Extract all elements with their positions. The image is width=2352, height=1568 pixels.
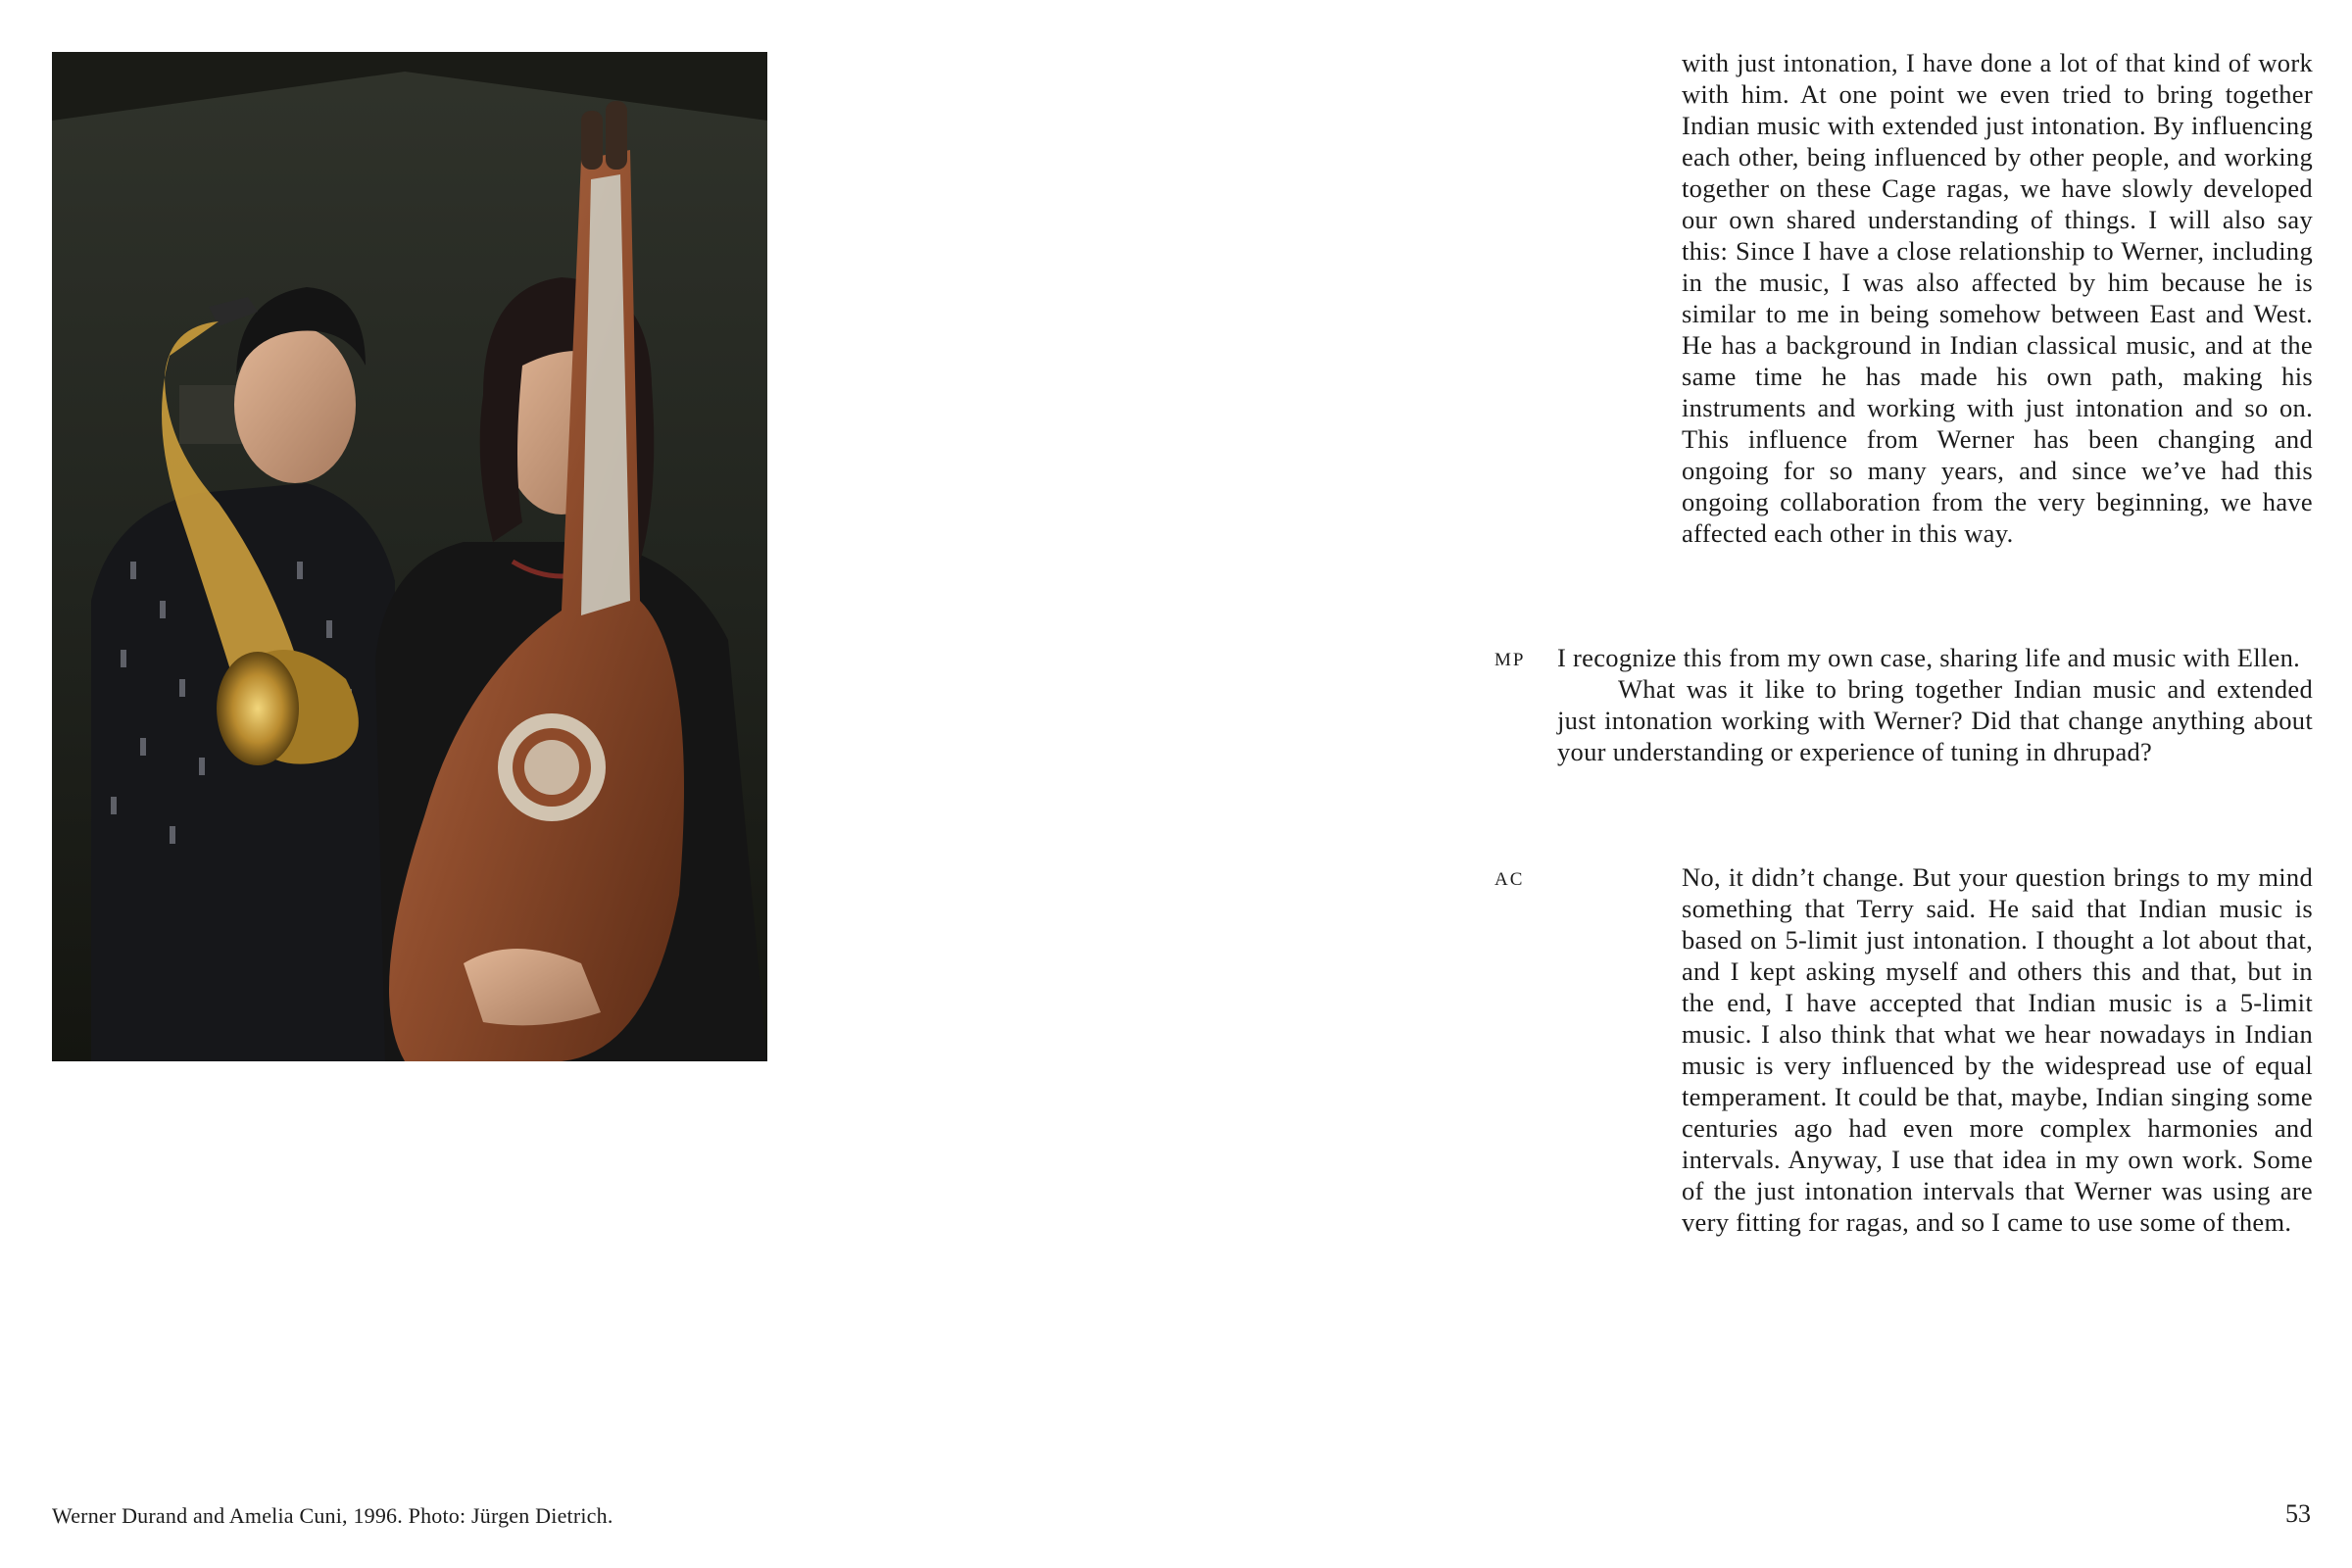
page-number: 53	[2285, 1499, 2311, 1528]
paragraph: with just intonation, I have done a lot of that kind of work with him. At one point we even tried to bring together Indian music with extended just intonation. By influencing each other, being influenced by other people, and working together on these Cage ragas, we have slowly developed our own shared understanding of things. I will also say this: Since I have a close relationship to Werner, including in the music, I was also affected by him because he is similar to me in being somehow between East and West. He has a background in Indian classical music, and at the same time he has made his own path, making his instruments and working with just intonation and so on. This influence from Werner has been changing and ongoing for so many years, and since we’ve had this ongoing collaboration from the very beginning, we have affected each other in this way.	[1682, 48, 2313, 548]
paragraph: What was it like to bring together Indian music and extended just intonation working with Werner? Did that change anything about your understanding or experience of tuning in dhrupad?	[1557, 674, 2313, 766]
photo-caption: Werner Durand and Amelia Cuni, 1996. Photo: Jürgen Dietrich.	[52, 1503, 613, 1528]
answer-block	[1682, 861, 2313, 1238]
paragraph: No, it didn’t change. But your question brings to my mind something that Terry said. He said that Indian music is based on 5-limit just intonation. I thought a lot about that, and I kept asking myself and others this and that, but in the end, I have accepted that Indian music is a 5-limit music. I also think that what we hear nowadays in Indian music is very influenced by the widespread use of equal temperament. It could be that, maybe, Indian singing some centuries ago had even more complex harmonies and intervals. Anyway, I use that idea in my own work. Some of the just intonation intervals that Werner was using are very fitting for ragas, and so I came to use some of them.	[1682, 862, 2313, 1237]
paragraph: I recognize this from my own case, sharing life and music with Ellen.	[1557, 643, 2301, 672]
question-block	[1557, 642, 2313, 767]
speaker-label-ac: AC	[1494, 869, 1525, 890]
photograph	[52, 52, 767, 1061]
answer-block-continued	[1682, 47, 2313, 549]
photograph-of-saxophonist-and-woman-with-stringed-instrument-icon	[52, 52, 767, 1061]
speaker-label-mp: MP	[1494, 650, 1526, 670]
